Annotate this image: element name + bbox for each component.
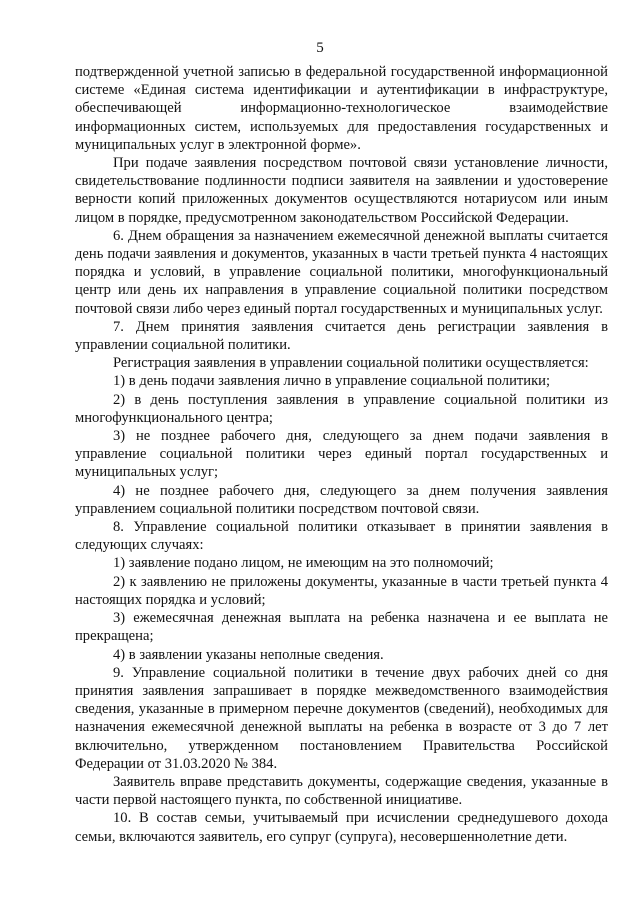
paragraph: При подаче заявления посредством почтовой связи установление личности, свидетельствование подлинности подписи заявителя на заявлении и удостоверение верности копий приложенных документов осуществляются нотариусом или иным лицом в порядке, предусмотренном законодательством Российской Федерации. [75,155,608,226]
list-item: 2) в день поступления заявления в управление социальной политики из многофункционального центра; [75,391,608,426]
list-item: 2) к заявлению не приложены документы, указанные в части третьей пункта 4 настоящих порядка и условий; [75,573,608,608]
list-item: 1) заявление подано лицом, не имеющим на это полномочий; [113,555,494,572]
paragraph: Регистрация заявления в управлении социальной политики осуществляется: [113,355,589,372]
paragraph: подтвержденной учетной записью в федеральной государственной информационной системе «Единая система идентификации и аутентификации в инфраструктуре, обеспечивающей информационно-технологическое взаимодействие информационных систем, используемых для предоставления государственных и муниципальных услуг в электронной форме». [75,64,608,153]
document-body [75,63,608,846]
paragraph: Заявитель вправе представить документы, содержащие сведения, указанные в части первой настоящего пункта, по собственной инициативе. [75,773,608,809]
list-item: 3) не позднее рабочего дня, следующего за днем подачи заявления в управление социальной политики через единый портал государственных и муниципальных услуг; [75,428,608,481]
list-item: 4) в заявлении указаны неполные сведения. [113,646,384,663]
paragraph-item-7: 7. Днем принятия заявления считается день регистрации заявления в управлении социальной политики. [75,318,608,354]
paragraph-item-9: 9. Управление социальной политики в течение двух рабочих дней со дня принятия заявления запрашивает в порядке межведомственного взаимодействия сведения, указанные в примерном перечне документов (сведений), необходимых для назначения ежемесячной денежной выплаты на ребенка в возрасте от 3 до 7 лет включительно, утвержденном постановлением Правительства Российской Федерации от 31.03.2020 № 384. [75,664,608,772]
list-item: 4) не позднее рабочего дня, следующего за днем получения заявления управлением социальной политики посредством почтовой связи. [75,482,608,517]
page-number: 5 [316,40,324,56]
list-item: 1) в день подачи заявления лично в управление социальной политики; [113,373,551,390]
paragraph-item-10: 10. В состав семьи, учитываемый при исчислении среднедушевого дохода семьи, включаются заявитель, его супруг (супруга), несовершеннолетние дети. [75,810,608,845]
paragraph-item-6: 6. Днем обращения за назначением ежемесячной денежной выплаты считается день подачи заявления и документов, указанных в части третьей пункта 4 настоящих порядка и условий, в управление социальной политики, многофункциональный центр или день их направления в управление социальной политики посредством почтовой связи либо через единый портал государственных и муниципальных услуг. [75,227,608,317]
paragraph-item-8: 8. Управление социальной политики отказывает в принятии заявления в следующих случаях: [75,519,608,554]
list-item: 3) ежемесячная денежная выплата на ребенка назначена и ее выплата не прекращена; [75,610,608,645]
